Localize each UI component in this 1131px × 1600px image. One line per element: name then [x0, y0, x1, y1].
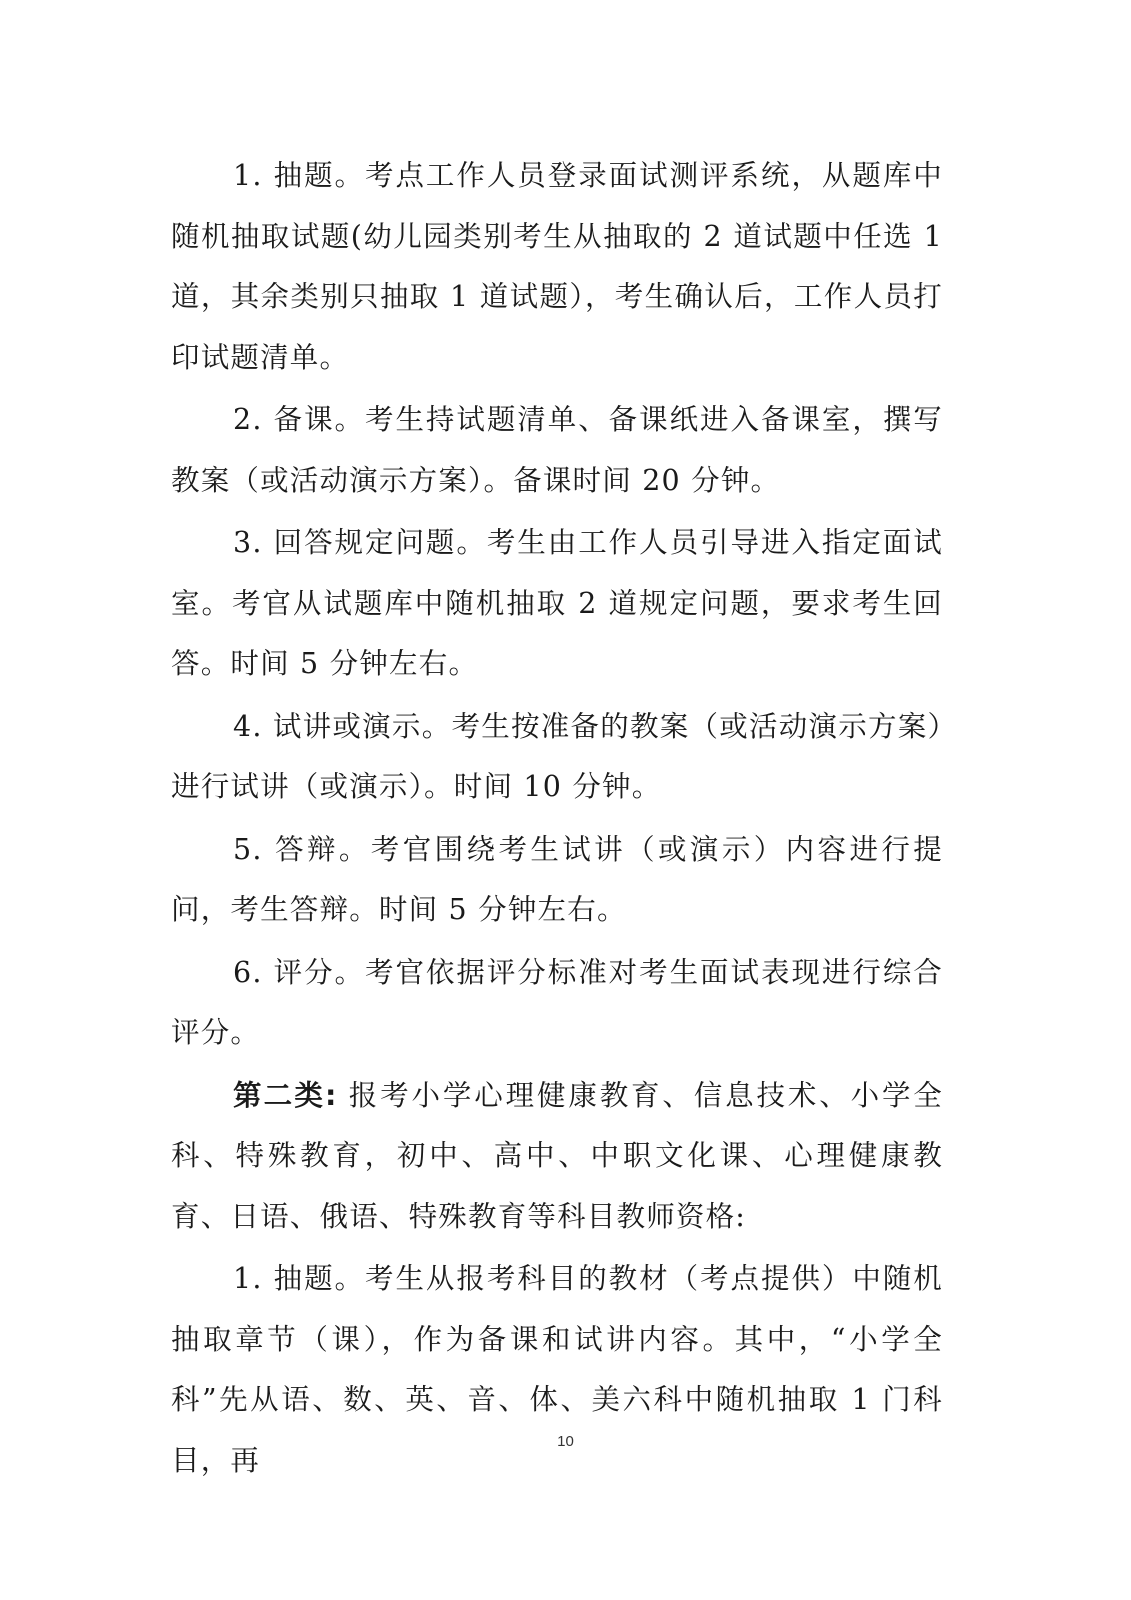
page-number: 10	[557, 1433, 574, 1450]
paragraph-answer-questions: 3. 回答规定问题。考生由工作人员引导进入指定面试室。考官从试题库中随机抽取 2 道规定问题，要求考生回答。时间 5 分钟左右。	[171, 526, 943, 680]
paragraph-trial-lecture: 4. 试讲或演示。考生按准备的教案（或活动演示方案）进行试讲（或演示）。时间 10 分钟。	[171, 709, 943, 803]
section-2-text: 报考小学心理健康教育、信息技术、小学全科、特殊教育，初中、高中、中职文化课、心理健康教育、日语、俄语、特殊教育等科目教师资格:	[171, 1078, 944, 1233]
document-body	[171, 146, 943, 1493]
paragraph-scoring: 6. 评分。考官依据评分标准对考生面试表现进行综合评分。	[171, 955, 943, 1049]
paragraph-lesson-prep: 2. 备课。考生持试题清单、备课纸进入备课室，撰写教案（或活动演示方案）。备课时间 20 分钟。	[171, 403, 943, 497]
paragraph-draw-question: 1. 抽题。考点工作人员登录面试测评系统，从题库中随机抽取试题(幼儿园类别考生从抽取的 2 道试题中任选 1 道，其余类别只抽取 1 道试题），考生确认后，工作人员打印试题清单。	[171, 159, 943, 374]
section-2-heading: 第二类:	[233, 1078, 337, 1112]
paragraph-defense: 5. 答辩。考官围绕考生试讲（或演示）内容进行提问，考生答辩。时间 5 分钟左右。	[171, 832, 943, 926]
paragraph-section2-draw-question: 1. 抽题。考生从报考科目的教材（考点提供）中随机抽取章节（课），作为备课和试讲内容。其中，“小学全科”先从语、数、英、音、体、美六科中随机抽取 1 门科目，再	[171, 1262, 943, 1477]
section-2-intro	[171, 1066, 943, 1248]
